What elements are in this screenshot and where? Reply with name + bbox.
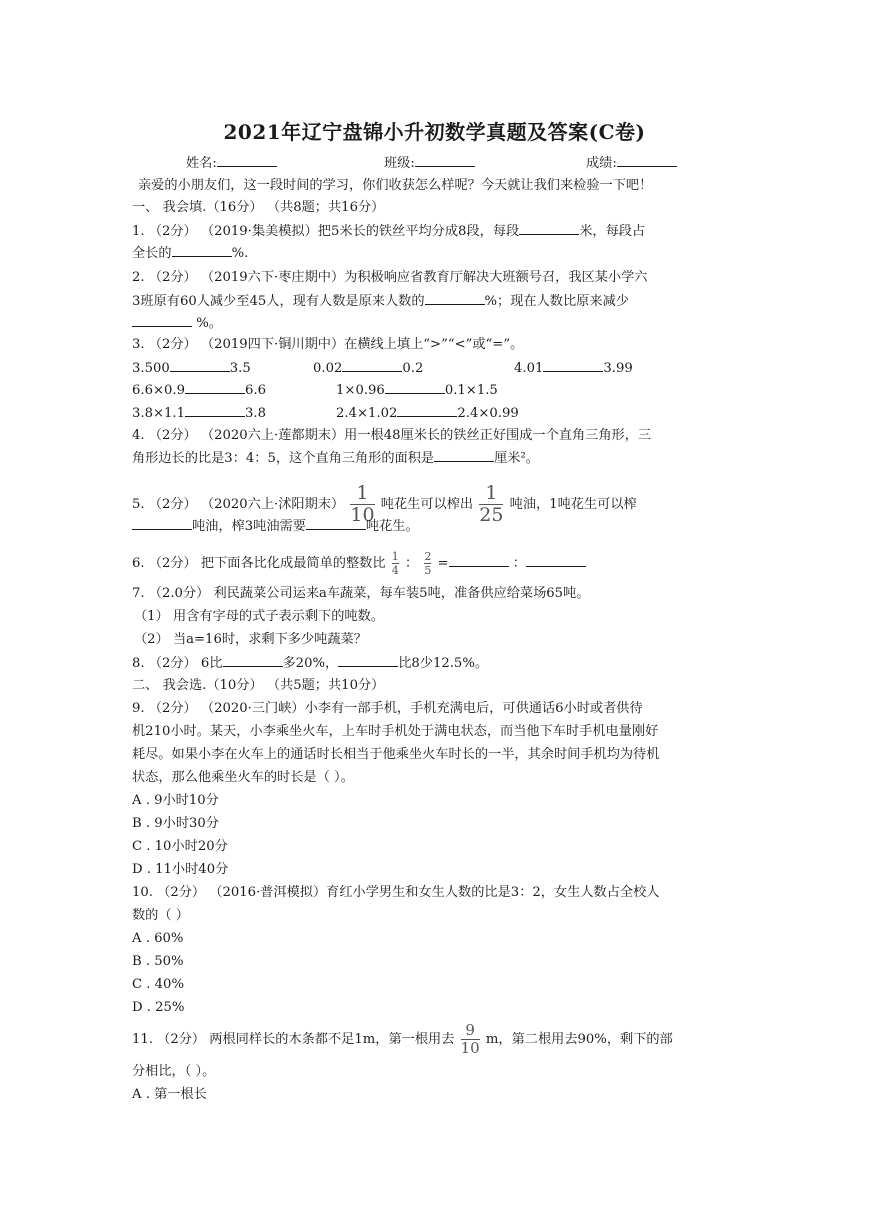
section-2-heading: 二、 我会选.（10分） （共5题；共10分） bbox=[132, 678, 385, 693]
question-3-stem: 3. （2分） （2019四下·铜川期中）在横线上填上“>”“<”或“=”。 bbox=[132, 337, 524, 352]
question-9-option-c[interactable]: C . 10小时20分 bbox=[132, 839, 228, 854]
blank[interactable] bbox=[132, 314, 192, 327]
question-9-option-b[interactable]: B . 9小时30分 bbox=[132, 816, 219, 831]
fraction: $\frac{1}{25}$ bbox=[479, 482, 504, 526]
question-9-line-3: 耗尽。如果小李在火车上的通话时长相当于他乘坐火车时长的一半，其余时间手机均为待机 bbox=[132, 747, 660, 762]
question-4-line-1: 4. （2分） （2020六上·莲都期末）用一根48厘米长的铁丝正好围成一个直角三角形，三 bbox=[132, 428, 652, 443]
question-6-line: 6. （2分） 把下面各比化成最简单的整数比 $\frac{1}{4}$ ： $\frac{2}{5}$ = ： bbox=[132, 548, 586, 580]
question-11-line-2: 分相比，（ ）。 bbox=[132, 1064, 216, 1079]
page-title: 2021年辽宁盘锦小升初数学真题及答案(C卷) bbox=[223, 120, 646, 144]
question-5-line-1: 5. （2分） （2020六上·沭阳期末） $\frac{1}{10}$ 吨花生可以榨出 $\frac{1}{25}$ 吨油，1吨花生可以榨 bbox=[132, 482, 637, 526]
blank[interactable] bbox=[132, 517, 192, 530]
fraction: $\frac{1}{4}$ bbox=[391, 550, 399, 577]
question-2-line-2: 3班原有60人减少至45人，现有人数是原来人数的 %；现在人数比原来减少 bbox=[132, 294, 629, 309]
question-10-line-1: 10. （2分） （2016·普洱模拟）育红小学男生和女生人数的比是3：2，女生人数占全校人 bbox=[132, 885, 660, 900]
question-9-line-4: 状态，那么他乘坐火车的时长是（ ）。 bbox=[132, 770, 354, 785]
blank[interactable] bbox=[185, 381, 245, 394]
question-10-option-a[interactable]: A . 60% bbox=[132, 931, 184, 946]
blank[interactable] bbox=[223, 654, 283, 667]
question-10-line-2: 数的（ ） bbox=[132, 908, 189, 923]
fraction: $\frac{2}{5}$ bbox=[424, 550, 432, 577]
fraction: $\frac{9}{10}$ bbox=[460, 1021, 480, 1057]
question-8-line: 8. （2分） 6比 多20%， 比8少12.5%。 bbox=[132, 656, 489, 671]
blank[interactable] bbox=[434, 449, 494, 462]
question-9-option-d[interactable]: D . 11小时40分 bbox=[132, 862, 229, 877]
blank[interactable] bbox=[306, 517, 366, 530]
question-5-line-2: 吨油，榨3吨油需要 吨花生。 bbox=[132, 517, 419, 536]
exam-page: 2021年辽宁盘锦小升初数学真题及答案(C卷) 姓名: 班级: 成绩: 亲爱的小朋友们，这一段时间的学习，你们收获怎么样呢？今天就让我们来检验一下吧！ 一、 我会填.（16分） （共8题；共16分） 1. （2分） （2019·集美模拟）把5米长的铁丝平均分成8段，每段 米，每段占 全长的 %. 2. （2分） （2019六下·枣庄期中）为积极响应省教育厅解决大班额号召，我区某小学六 3班原有60人减少至45人，现有人数是原来人数的 %；现在人数比原来减少 %。 3. （2分） （2019四下·铜川期中）在横线上填上“>”“<”或“=”。 3.500 3.5 0.02 0.2 4.01 3.99 6.6×0.9 6.6 1×0.96 0.1×1.5 3.8×1.1 3.8 2.4×1.02 2.4×0.99 4. （2分） （2020六上·莲都期末）用一根48厘米长的铁丝正好围成一个直角三角形，三 角形边长的比是3：4：5，这个直角三角形的面积是 厘米²。 5. （2分） （2020六上·沭阳期末） $\frac{1}{10}$ 吨花生可以榨出 $\frac{1}{25}$ 吨油，1吨花生可以榨 吨油，榨3吨油需要 吨花生。 6. （2分） 把下面各比化成最简单的整数比 $\frac{1}{4}$ ： $\frac{2}{5}$ = ： 7. （2.0分） 利民蔬菜公司运来a车蔬菜，每车装5吨，准备供应给菜场65吨。 （1） 用含有字母的式子表示剩下的吨数。 （2） 当a=16时，求剩下多少吨蔬菜？ 8. （2分） 6比 多20%， 比8少12.5%。 二、 我会选.（10分） （共5题；共10分） 9. （2分） （2020·三门峡）小李有一部手机，手机充满电后，可供通话6小时或者供待 机210小时。某天，小李乘坐火车，上车时手机处于满电状态，而当他下车时手机电量刚好 耗尽。如果小李在火车上的通话时长相当于他乘坐火车时长的一半，其余时间手机均为待机 状态，那么他乘坐火车的时长是（ ）。 A . 9小时10分 B . 9小时30分 C . 10小时20分 D . 11小时40分 10. （2分） （2016·普洱模拟）育红小学男生和女生人数的比是3：2，女生人数占全校人 数的（ ） A . 60% B . 50% C . 40% D . 25% 11. （2分） 两根同样长的木条都不足1m，第一根用去 $\frac{9}{10}$ m，第二根用去90%，剩下的部 分相比，（ ）。 A . 第一根长 bbox=[0, 0, 869, 1228]
blank[interactable] bbox=[185, 404, 245, 417]
blank[interactable] bbox=[543, 359, 603, 372]
question-10-option-b[interactable]: B . 50% bbox=[132, 954, 184, 969]
blank[interactable] bbox=[526, 554, 586, 567]
blank[interactable] bbox=[519, 222, 579, 235]
question-7-part-1: （1） 用含有字母的式子表示剩下的吨数。 bbox=[134, 609, 384, 624]
blank[interactable] bbox=[342, 359, 402, 372]
blank[interactable] bbox=[449, 554, 509, 567]
intro-text: 亲爱的小朋友们，这一段时间的学习，你们收获怎么样呢？今天就让我们来检验一下吧！ bbox=[138, 178, 653, 193]
question-10-option-c[interactable]: C . 40% bbox=[132, 977, 184, 992]
blank[interactable] bbox=[172, 244, 232, 257]
blank[interactable] bbox=[338, 654, 398, 667]
question-2-line-1: 2. （2分） （2019六下·枣庄期中）为积极响应省教育厅解决大班额号召，我区某小学六 bbox=[132, 270, 648, 285]
blank[interactable] bbox=[170, 359, 230, 372]
fraction: $\frac{1}{10}$ bbox=[350, 482, 375, 526]
blank[interactable] bbox=[385, 381, 445, 394]
section-1-heading: 一、 我会填.（16分） （共8题；共16分） bbox=[132, 200, 385, 215]
question-9-option-a[interactable]: A . 9小时10分 bbox=[132, 793, 219, 808]
question-9-line-2: 机210小时。某天，小李乘坐火车，上车时手机处于满电状态，而当他下车时手机电量刚好 bbox=[132, 724, 659, 739]
blank[interactable] bbox=[425, 292, 485, 305]
question-7-line-1: 7. （2.0分） 利民蔬菜公司运来a车蔬菜，每车装5吨，准备供应给菜场65吨。 bbox=[132, 586, 590, 601]
question-9-line-1: 9. （2分） （2020·三门峡）小李有一部手机，手机充满电后，可供通话6小时或者供待 bbox=[132, 701, 643, 716]
question-7-part-2: （2） 当a=16时，求剩下多少吨蔬菜？ bbox=[134, 632, 367, 647]
question-1-line-2: 全长的 %. bbox=[132, 246, 249, 261]
name-field: 姓名: bbox=[186, 154, 277, 173]
question-11-option-a[interactable]: A . 第一根长 bbox=[132, 1087, 207, 1102]
question-11-line-1: 11. （2分） 两根同样长的木条都不足1m，第一根用去 $\frac{9}{10}$ m，第二根用去90%，剩下的部 bbox=[132, 1021, 673, 1057]
question-4-line-2: 角形边长的比是3：4：5，这个直角三角形的面积是 厘米²。 bbox=[132, 451, 539, 466]
question-1-line-1: 1. （2分） （2019·集美模拟）把5米长的铁丝平均分成8段，每段 米，每段占 bbox=[132, 224, 646, 239]
blank[interactable] bbox=[397, 404, 457, 417]
question-2-line-3: %。 bbox=[132, 314, 222, 333]
question-10-option-d[interactable]: D . 25% bbox=[132, 1000, 185, 1015]
class-field: 班级: bbox=[384, 154, 475, 173]
score-field: 成绩: bbox=[586, 154, 677, 173]
